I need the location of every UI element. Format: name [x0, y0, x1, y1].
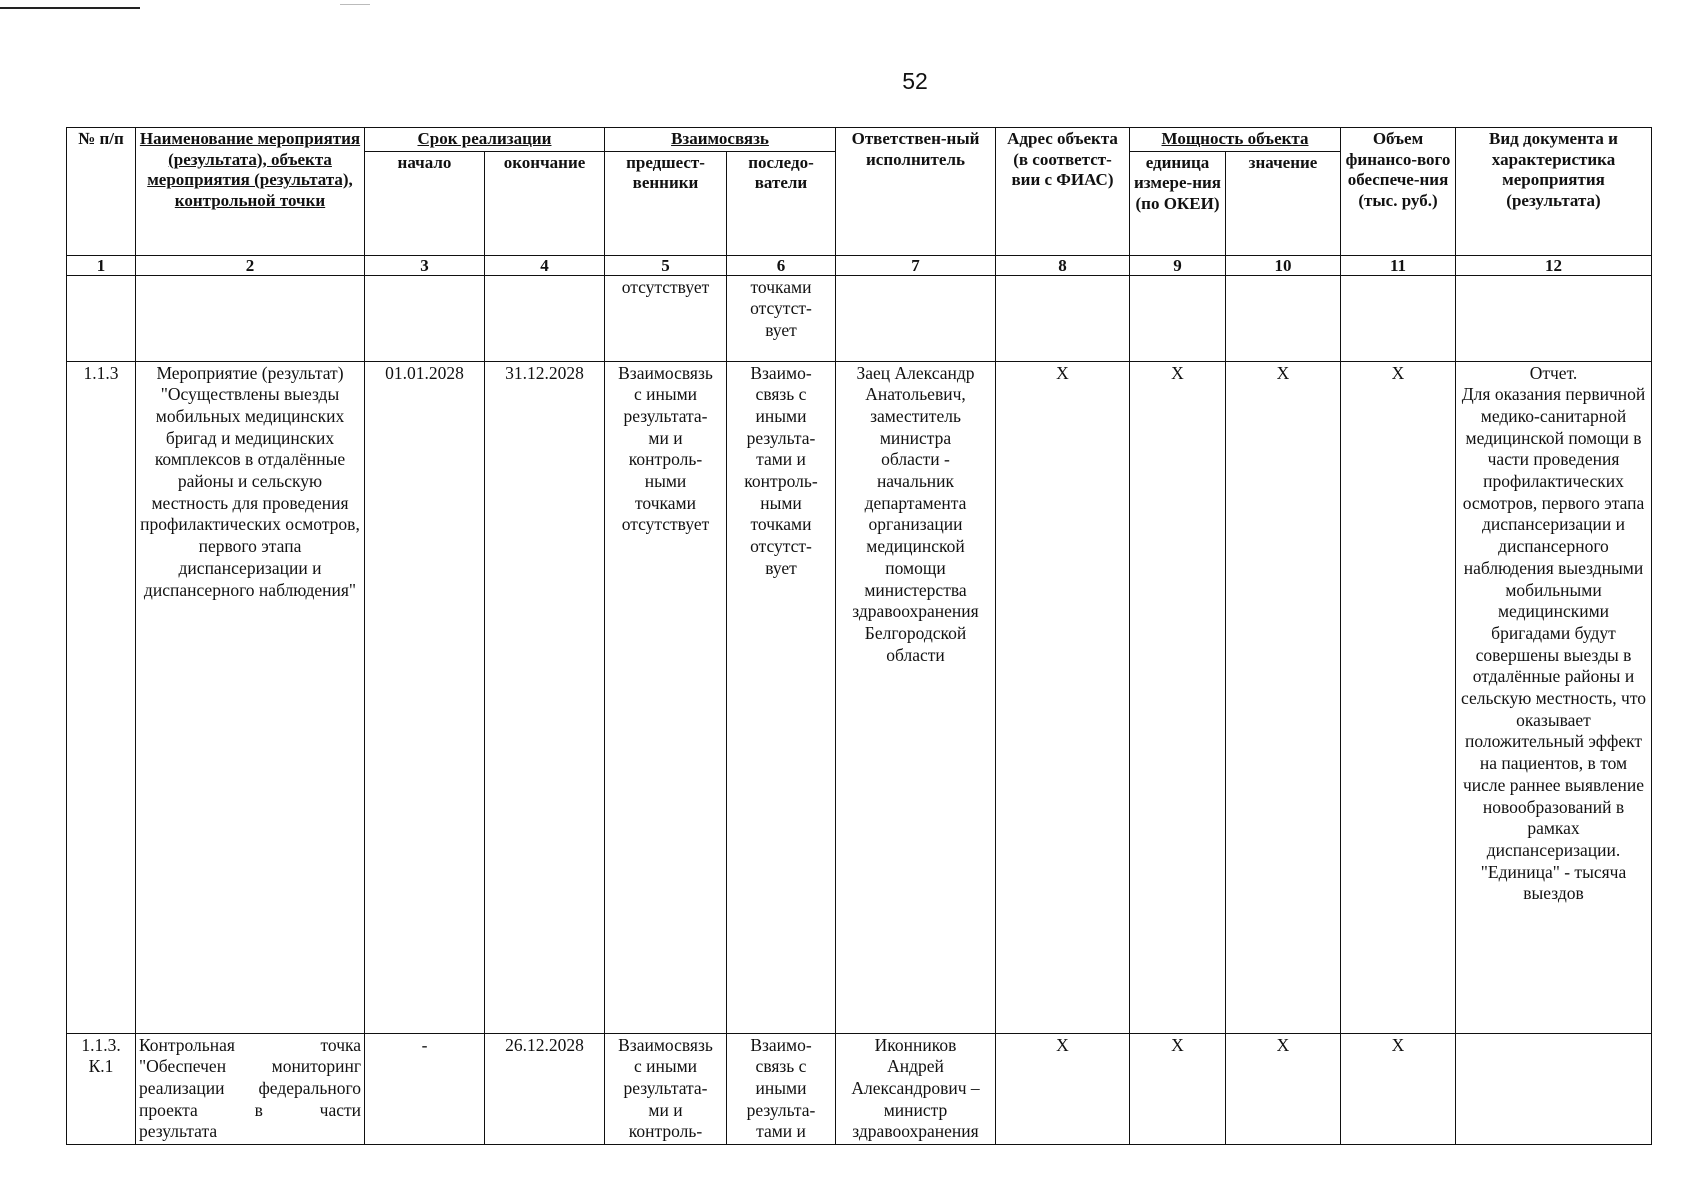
column-number-row	[67, 255, 1652, 275]
cell-predecessors: Взаимосвязь с иными результата- ми и контроль- ными точками отсутствует	[605, 361, 727, 1033]
col-number: 7	[836, 255, 996, 275]
cell-address: X	[996, 361, 1130, 1033]
cell-executor: Заец Александр Анатольевич, заместитель министра области - начальник департамента организации медицинской помощи министерства здравоохранения Белгородской области	[836, 361, 996, 1033]
cell-start	[365, 275, 485, 361]
activities-table	[66, 127, 1652, 1145]
cell-doc	[1456, 275, 1652, 361]
cell-finance: X	[1341, 361, 1456, 1033]
header-predecessors: предшест-венники	[605, 151, 727, 255]
cell-value	[1226, 275, 1341, 361]
header-capacity: Мощность объекта	[1130, 128, 1341, 152]
cell-name	[136, 275, 365, 361]
cell-unit: X	[1130, 361, 1226, 1033]
col-number: 1	[67, 255, 136, 275]
cell-start: -	[365, 1033, 485, 1145]
header-period-start: начало	[365, 151, 485, 255]
col-number: 9	[1130, 255, 1226, 275]
cell-unit: X	[1130, 1033, 1226, 1145]
cell-finance	[1341, 275, 1456, 361]
header-relation: Взаимосвязь	[605, 128, 836, 152]
cell-start: 01.01.2028	[365, 361, 485, 1033]
col-number: 11	[1341, 255, 1456, 275]
header-finance: Объем финансо-вого обеспече-ния (тыс. руб.)	[1341, 128, 1456, 256]
header-executor: Ответствен-ный исполнитель	[836, 128, 996, 256]
cell-no	[67, 275, 136, 361]
cell-value: X	[1226, 361, 1341, 1033]
cell-doc: Отчет. Для оказания первичной медико-санитарной медицинской помощи в части проведения профилактических осмотров, первого этапа диспансеризации и диспансерного наблюдения выездными мобильными медицинскими бригадами будут совершены выезды в отдалённые районы и сельскую местность, что оказывает положительный эффект на пациентов, в том числе раннее выявление новообразований в рамках диспансеризации. "Единица" - тысяча выездов	[1456, 361, 1652, 1033]
col-number: 5	[605, 255, 727, 275]
cell-end: 31.12.2028	[485, 361, 605, 1033]
table-row	[67, 361, 1652, 1033]
cell-unit	[1130, 275, 1226, 361]
cell-successors: Взаимо- связь с иными результа- тами и контроль- ными точками отсутст- вует	[727, 361, 836, 1033]
cell-finance: X	[1341, 1033, 1456, 1145]
header-period: Срок реализации	[365, 128, 605, 152]
cell-predecessors: Взаимосвязь с иными результата- ми и контроль-	[605, 1033, 727, 1145]
cell-successors: точками отсутст- вует	[727, 275, 836, 361]
col-number: 8	[996, 255, 1130, 275]
cell-no: 1.1.3. К.1	[67, 1033, 136, 1145]
cell-no: 1.1.3	[67, 361, 136, 1033]
cell-executor	[836, 275, 996, 361]
header-address: Адрес объекта (в соответст-вии с ФИАС)	[996, 128, 1130, 256]
header-no: № п/п	[67, 128, 136, 256]
scan-artifact-line	[0, 7, 140, 9]
cell-address	[996, 275, 1130, 361]
table-row	[67, 275, 1652, 361]
header-value: значение	[1226, 151, 1341, 255]
col-number: 4	[485, 255, 605, 275]
cell-name: Мероприятие (результат) "Осуществлены выезды мобильных медицинских бригад и медицинских комплексов в отдалённые районы и сельскую местность для проведения профилактических осмотров, первого этапа диспансеризации и диспансерного наблюдения"	[136, 361, 365, 1033]
cell-doc	[1456, 1033, 1652, 1145]
cell-address: X	[996, 1033, 1130, 1145]
scan-artifact-line	[340, 4, 370, 5]
header-unit: единица измере-ния (по ОКЕИ)	[1130, 151, 1226, 255]
cell-successors: Взаимо- связь с иными результа- тами и	[727, 1033, 836, 1145]
col-number: 10	[1226, 255, 1341, 275]
header-row-1	[67, 128, 1652, 152]
cell-executor: Иконников Андрей Александрович – министр здравоохранения	[836, 1033, 996, 1145]
cell-predecessors: отсутствует	[605, 275, 727, 361]
header-doc: Вид документа и характеристика мероприятия (результата)	[1456, 128, 1652, 256]
cell-end: 26.12.2028	[485, 1033, 605, 1145]
page-number: 52	[902, 68, 928, 94]
table-row	[67, 1033, 1652, 1145]
cell-end	[485, 275, 605, 361]
col-number: 3	[365, 255, 485, 275]
cell-value: X	[1226, 1033, 1341, 1145]
col-number: 6	[727, 255, 836, 275]
cell-name: Контрольная точка "Обеспечен мониторинг реализации федерального проекта в части результата	[136, 1033, 365, 1145]
header-period-end: окончание	[485, 151, 605, 255]
header-name: Наименование мероприятия (результата), объекта мероприятия (результата), контрольной точки	[136, 128, 365, 256]
col-number: 12	[1456, 255, 1652, 275]
header-successors: последо-ватели	[727, 151, 836, 255]
col-number: 2	[136, 255, 365, 275]
